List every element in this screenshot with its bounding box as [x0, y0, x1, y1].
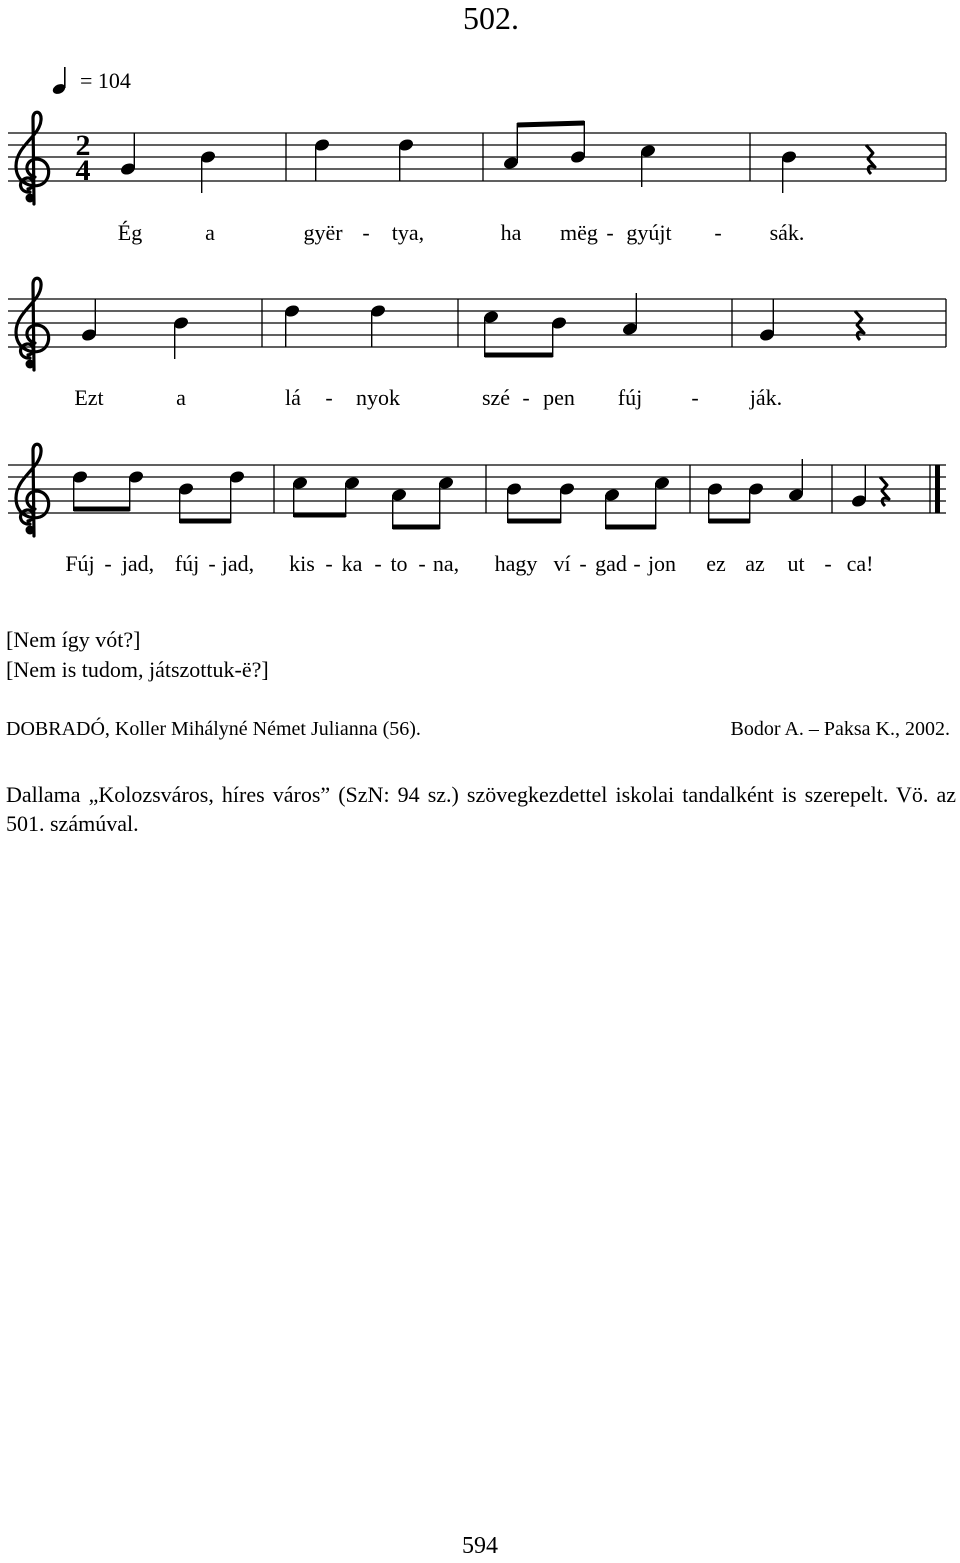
- lyric-syllable: -: [522, 385, 530, 410]
- lyric-syllable: -: [208, 551, 216, 576]
- bracket-note-1: [Nem így vót?]: [6, 627, 141, 652]
- staff-system-2: [0, 274, 960, 384]
- lyric-syllable: pen: [543, 385, 575, 410]
- time-signature: [76, 129, 91, 187]
- lyric-syllable: -: [714, 220, 722, 245]
- lyric-syllable: Fúj: [65, 551, 95, 576]
- lyric-syllable: -: [633, 551, 641, 576]
- staff-system-1: [0, 108, 960, 218]
- lyric-syllable: ut: [787, 551, 805, 576]
- lyric-syllable: jad,: [221, 551, 255, 576]
- lyric-syllable: lá: [285, 385, 301, 410]
- lyric-syllable: szé: [481, 385, 511, 410]
- lyric-syllable: gyër: [303, 220, 343, 245]
- lyric-syllable: -: [606, 220, 614, 245]
- lyric-syllable: tya,: [391, 220, 425, 245]
- lyric-syllable: fúj: [174, 551, 200, 576]
- lyric-syllable: ka: [341, 551, 363, 576]
- lyric-syllable: ez: [706, 551, 726, 576]
- lyric-syllable: hagy: [494, 551, 538, 576]
- lyric-syllable: -: [362, 220, 370, 245]
- lyric-syllable: -: [104, 551, 112, 576]
- lyric-syllable: sák.: [769, 220, 805, 245]
- page-number: 594: [462, 1533, 498, 1559]
- lyric-syllable: a: [205, 220, 215, 245]
- lyric-syllable: -: [691, 385, 699, 410]
- note-beam: [517, 123, 584, 125]
- lyric-syllable: nyok: [356, 385, 400, 410]
- lyric-syllable: a: [176, 385, 186, 410]
- lyric-syllable: jad,: [121, 551, 155, 576]
- song-number: 502.: [463, 0, 519, 36]
- lyric-syllable: ha: [500, 220, 522, 245]
- bracket-note-2: [Nem is tudom, játszottuk-ë?]: [6, 657, 269, 682]
- tempo-marking: [52, 66, 131, 96]
- tempo-value: = 104: [80, 68, 131, 93]
- lyric-syllable: -: [824, 551, 832, 576]
- lyric-syllable: to: [390, 551, 408, 576]
- lyric-syllable: Ég: [117, 220, 143, 245]
- lyric-syllable: kis: [289, 551, 315, 576]
- lyric-syllable: gad: [595, 551, 627, 576]
- lyric-syllable: -: [325, 385, 333, 410]
- lyric-syllable: mëg: [560, 220, 598, 245]
- lyric-syllable: az: [745, 551, 765, 576]
- treble-clef-icon: [16, 112, 49, 204]
- comment-paragraph: Dallama „Kolozsváros, híres város” (SzN: 94 sz.) szövegkezdettel iskolai tandalként is szerepelt. Vö. az 501. számúval.: [6, 782, 956, 836]
- staff-system-3: [0, 440, 960, 550]
- lyric-syllable: jon: [647, 551, 677, 576]
- lyric-syllable: -: [374, 551, 382, 576]
- lyric-syllable: gyújt: [626, 220, 672, 245]
- lyric-syllable: ca!: [846, 551, 874, 576]
- treble-clef-icon: [16, 444, 49, 536]
- final-bar-thick: [935, 465, 940, 513]
- collector-info: Bodor A. – Paksa K., 2002.: [730, 718, 950, 740]
- time-signature-top: 2: [75, 129, 91, 162]
- lyric-syllable: ví: [553, 551, 571, 576]
- lyric-syllable: na,: [432, 551, 460, 576]
- lyric-syllable: Ezt: [74, 385, 104, 410]
- informant-info: DOBRADÓ, Koller Mihályné Német Julianna (56).: [6, 718, 421, 740]
- quarter-note-icon: [52, 66, 72, 96]
- lyric-syllable: ják.: [749, 385, 783, 410]
- treble-clef-icon: [16, 278, 49, 370]
- lyric-syllable: -: [579, 551, 587, 576]
- lyric-syllable: -: [325, 551, 333, 576]
- lyric-syllable: fúj: [617, 385, 643, 410]
- lyric-syllable: -: [418, 551, 426, 576]
- time-signature-bottom: 4: [75, 154, 91, 187]
